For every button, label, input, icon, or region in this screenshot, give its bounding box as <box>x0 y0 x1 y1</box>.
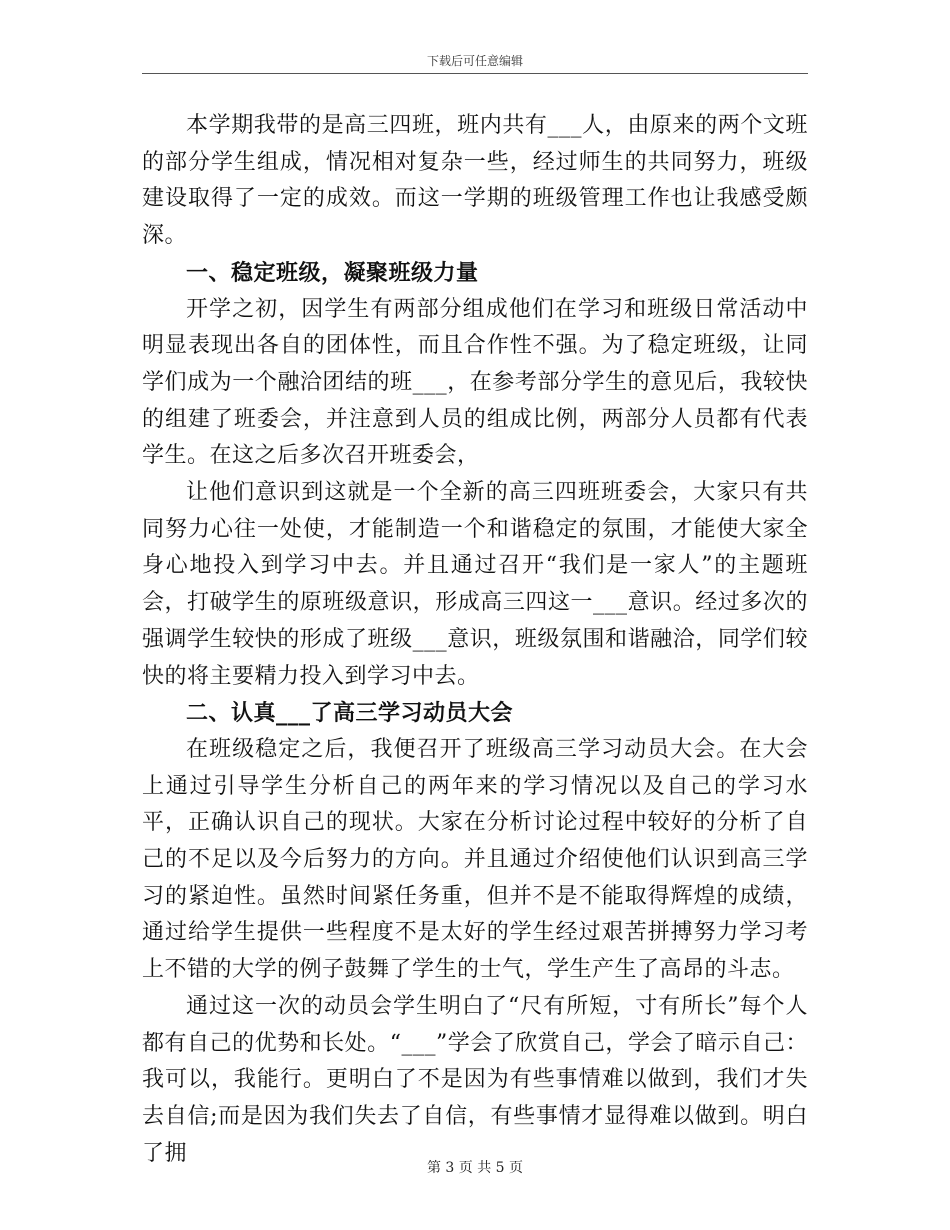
header-divider <box>142 73 808 74</box>
section-heading-1: 一、稳定班级，凝聚班级力量 <box>186 259 479 286</box>
paragraph-4: 在班级稳定之后，我便召开了班级高三学习动员大会。在大会上通过引导学生分析自己的两年来的学习情况以及自己的学习水平，正确认识自己的现状。大家在分析讨论过程中较好的分析了自己的不足以及今后努力的方向。并且通过介绍使他们认识到高三学习的紧迫性。虽然时间紧任务重，但并不是不能取得辉煌的成绩，通过给学生提供一些程度不是太好的学生经过艰苦拼搏努力学习考上不错的大学的例子鼓舞了学生的士气，学生产生了高昂的斗志。 <box>142 736 808 983</box>
document-body <box>142 108 808 1172</box>
page-header: 下载后可任意编辑 <box>426 54 523 68</box>
page-number: 第 3 页 共 5 页 <box>426 1160 524 1176</box>
paragraph-2: 开学之初，因学生有两部分组成他们在学习和班级日常活动中明显表现出各自的团体性，而且合作性不强。为了稳定班级，让同学们成为一个融洽团结的班___，在参考部分学生的意见后，我较快的组建了班委会，并注意到人员的组成比例，两部分人员都有代表学生。在这之后多次召开班委会， <box>142 296 808 469</box>
paragraph-intro: 本学期我带的是高三四班，班内共有___人，由原来的两个文班的部分学生组成，情况相对复杂一些，经过师生的共同努力，班级建设取得了一定的成效。而这一学期的班级管理工作也让我感受颇深。 <box>142 113 808 249</box>
paragraph-3: 让他们意识到这就是一个全新的高三四班班委会，大家只有共同努力心往一处使，才能制造一个和谐稳定的氛围，才能使大家全身心地投入到学习中去。并且通过召开“我们是一家人”的主题班会，打破学生的原班级意识，形成高三四这一___意识。经过多次的强调学生较快的形成了班级___意识，班级氛围和谐融洽，同学们较快的将主要精力投入到学习中去。 <box>142 480 808 689</box>
section-heading-2: 二、认真___了高三学习动员大会 <box>186 700 514 727</box>
paragraph-5: 通过这一次的动员会学生明白了“尺有所短，寸有所长”每个人都有自己的优势和长处。“___”学会了欣赏自己，学会了暗示自己：我可以，我能行。更明白了不是因为有些事情难以做到，我们才失去自信;而是因为我们失去了自信，有些事情才显得难以做到。明白了拥 <box>142 993 808 1166</box>
